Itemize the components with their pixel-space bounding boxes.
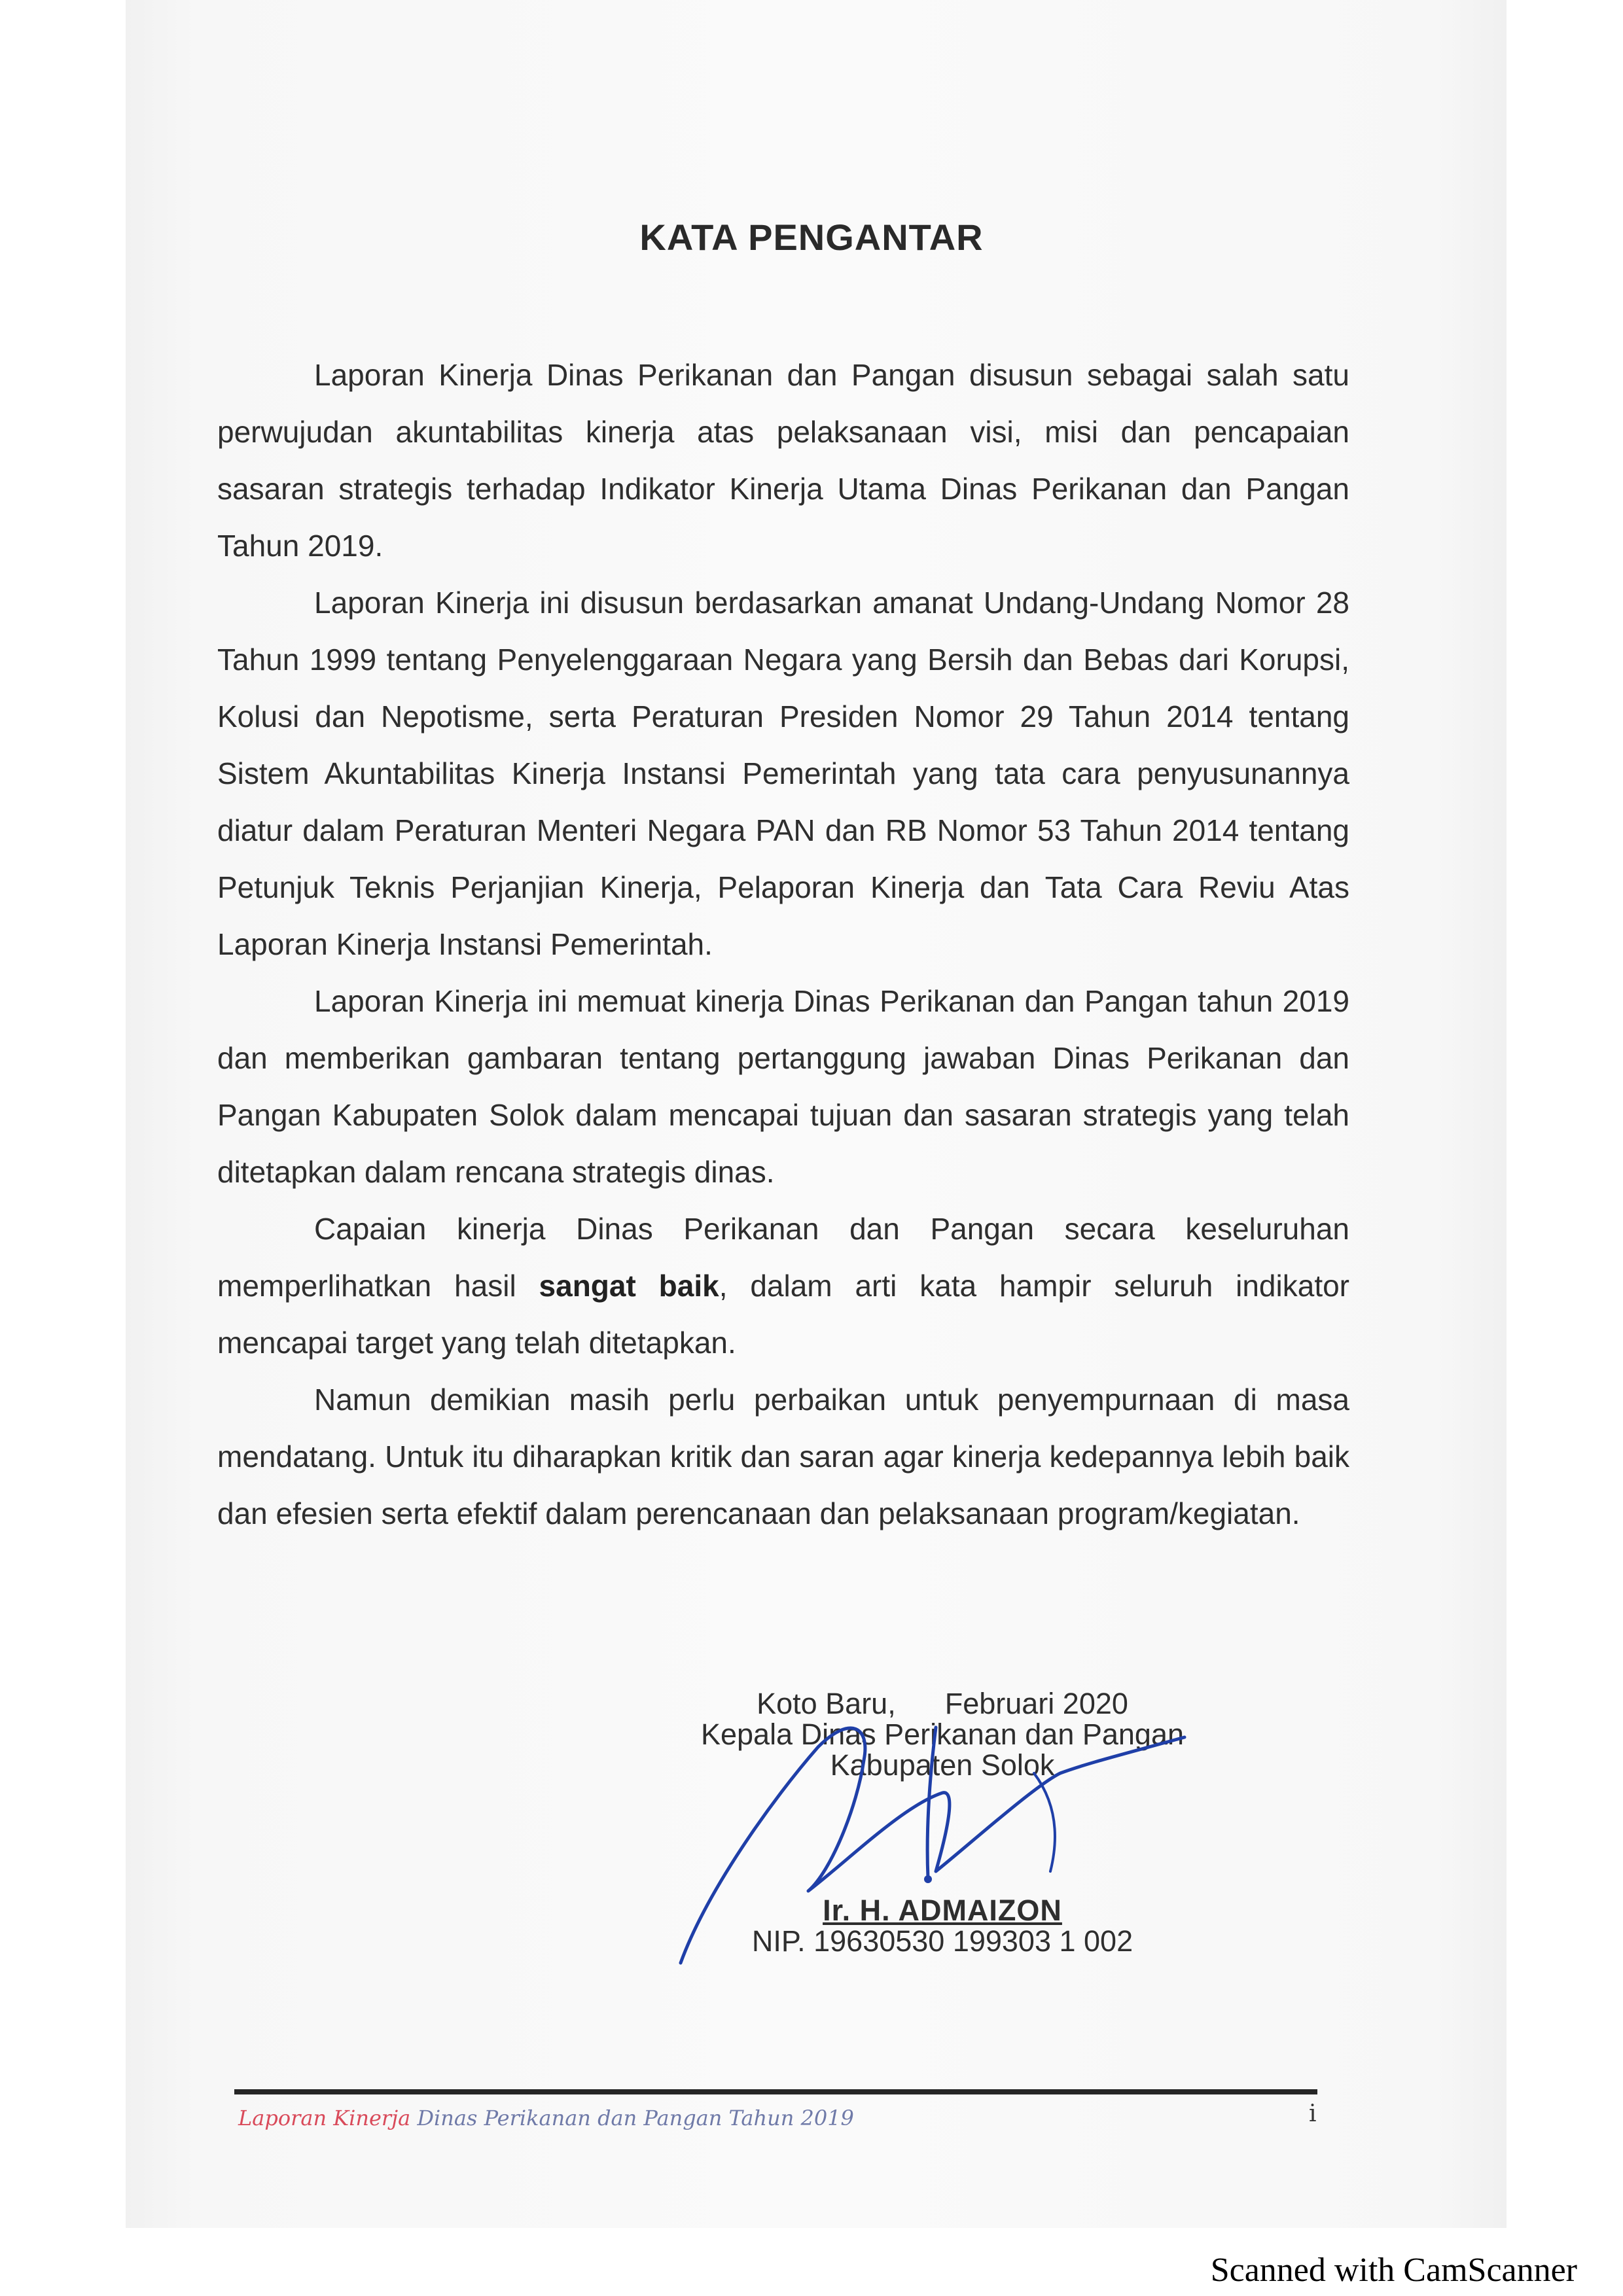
signer-name: Ir. H. ADMAIZON: [823, 1894, 1062, 1927]
paragraph-2: Laporan Kinerja ini disusun berdasarkan amanat Undang-Undang Nomor 28 Tahun 1999 tentang Penyelenggaraan Negara yang Bersih dan Bebas dari Korupsi, Kolusi dan Nepotisme, serta Peraturan Presiden Nomor 29 Tahun 2014 tentang Sistem Akuntabilitas Kinerja Instansi Pemerintah yang tata cara penyusunannya diatur dalam Peraturan Menteri Negara PAN dan RB Nomor 53 Tahun 2014 tentang Petunjuk Teknis Perjanjian Kinerja, Pelaporan Kinerja dan Tata Cara Reviu Atas Laporan Kinerja Instansi Pemerintah.: [217, 586, 1349, 961]
handwritten-signature: [668, 1675, 1204, 1983]
signer-region: Kabupaten Solok: [830, 1748, 1055, 1782]
footer-title-part2: Dinas Perikanan dan Pangan Tahun 2019: [410, 2106, 854, 2130]
paragraph-4: [217, 1201, 1349, 1371]
footer-title-part1: Laporan Kinerja: [238, 2106, 411, 2130]
page-number: i: [1309, 2100, 1317, 2127]
scan-watermark: Scanned with CamScanner: [1210, 2252, 1577, 2289]
paragraph-5: Namun demikian masih perlu perbaikan untuk penyempurnaan di masa mendatang. Untuk itu diharapkan kritik dan saran agar kinerja kedepannya lebih baik dan efesien serta efektif dalam perencanaan dan pelaksanaan program/kegiatan.: [217, 1383, 1349, 1530]
place-date: Koto Baru, Februari 2020: [757, 1687, 1128, 1720]
paragraph-4-after: , dalam arti kata hampir seluruh indikator mencapai target yang telah ditetapkan.: [217, 1269, 1349, 1360]
signer-position: Kepala Dinas Perikanan dan Pangan: [700, 1718, 1185, 1751]
paragraph-1: Laporan Kinerja Dinas Perikanan dan Pangan disusun sebagai salah satu perwujudan akuntabilitas kinerja atas pelaksanaan visi, misi dan pencapaian sasaran strategis terhadap Indikator Kinerja Utama Dinas Perikanan dan Pangan Tahun 2019.: [217, 358, 1349, 563]
paragraph-4-bold: sangat baik: [539, 1269, 719, 1303]
page-title: KATA PENGANTAR: [639, 217, 984, 258]
signer-nip: NIP. 19630530 199303 1 002: [751, 1924, 1133, 1958]
paragraph-3: Laporan Kinerja ini memuat kinerja Dinas Perikanan dan Pangan tahun 2019 dan memberikan gambaran tentang pertanggung jawaban Dinas Perikanan dan Pangan Kabupaten Solok dalam mencapai tujuan dan sasaran strategis yang telah ditetapkan dalam rencana strategis dinas.: [217, 984, 1349, 1189]
paragraph-4-before: Capaian kinerja Dinas Perikanan dan Pangan secara keseluruhan memperlihatkan hasil: [217, 1212, 1349, 1303]
footer-rule: [234, 2089, 1317, 2094]
footer-title: [238, 2106, 854, 2130]
body-text: [217, 347, 1349, 1542]
